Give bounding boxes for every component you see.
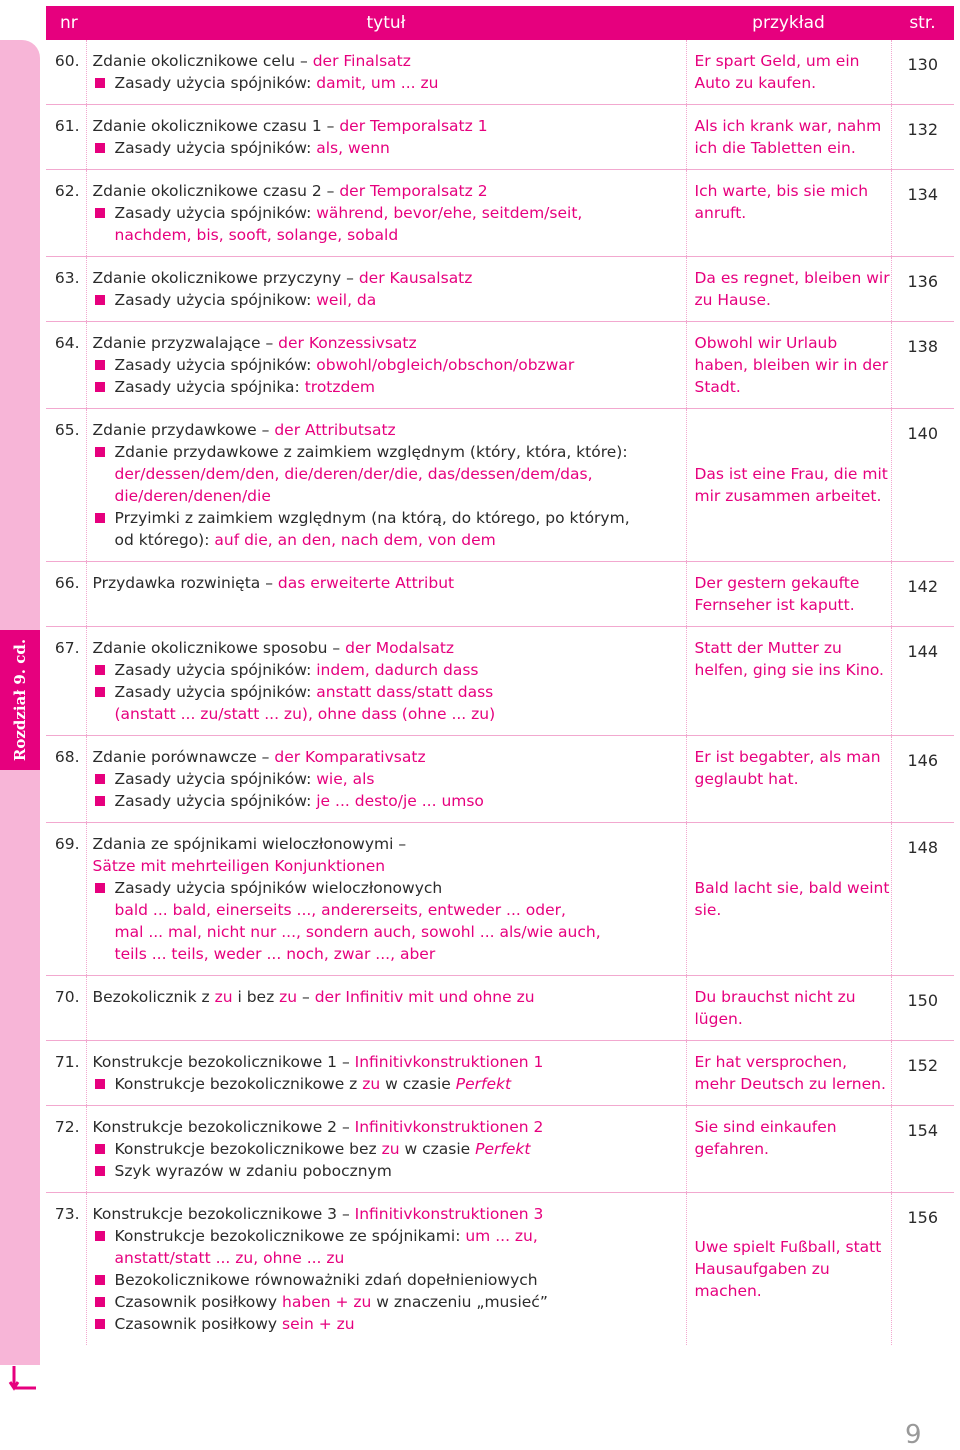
table-row <box>46 409 954 562</box>
row-page: 142 <box>891 562 954 627</box>
row-number: 65. <box>46 409 86 562</box>
row-title: Zdanie przyzwalające – der Konzessivsatz Zasady użycia spójników: obwohl/obgleich/obschon/obzwar Zasady użycia spójnika: trotzdem <box>86 322 686 409</box>
row-title: Konstrukcje bezokolicznikowe 1 – Infinitivkonstruktionen 1 Konstrukcje bezokolicznikowe z zu w czasie Perfekt <box>86 1041 686 1106</box>
row-number: 62. <box>46 170 86 257</box>
row-example: Obwohl wir Urlaub haben, bleiben wir in der Stadt. <box>686 322 891 409</box>
table-row <box>46 823 954 976</box>
table-row <box>46 1041 954 1106</box>
row-page: 150 <box>891 976 954 1041</box>
row-title: Konstrukcje bezokolicznikowe 2 – Infinitivkonstruktionen 2 Konstrukcje bezokolicznikowe bez zu w czasie Perfekt Szyk wyrazów w zdaniu pobocznym <box>86 1106 686 1193</box>
row-number: 64. <box>46 322 86 409</box>
row-title: Bezokolicznik z zu i bez zu – der Infinitiv mit und ohne zu <box>86 976 686 1041</box>
row-number: 68. <box>46 736 86 823</box>
row-page: 152 <box>891 1041 954 1106</box>
row-example: Er hat versprochen, mehr Deutsch zu lernen. <box>686 1041 891 1106</box>
row-number: 70. <box>46 976 86 1041</box>
row-number: 72. <box>46 1106 86 1193</box>
table-row <box>46 105 954 170</box>
chapter-label: Rozdział 9. cd. <box>11 638 29 762</box>
table-row <box>46 170 954 257</box>
table-row <box>46 976 954 1041</box>
row-number: 67. <box>46 627 86 736</box>
row-number: 63. <box>46 257 86 322</box>
arrow-down-icon <box>8 1364 38 1394</box>
row-title: Zdanie okolicznikowe czasu 1 – der Temporalsatz 1 Zasady użycia spójników: als, wenn <box>86 105 686 170</box>
row-page: 130 <box>891 40 954 105</box>
row-page: 138 <box>891 322 954 409</box>
row-title: Zdanie okolicznikowe czasu 2 – der Temporalsatz 2 Zasady użycia spójników: während, bevor/ehe, seitdem/seit, nachdem, bis, sooft, solange, sobald <box>86 170 686 257</box>
header-example: przykład <box>686 6 891 40</box>
row-page: 144 <box>891 627 954 736</box>
row-example: Er ist begabter, als man geglaubt hat. <box>686 736 891 823</box>
row-title: Przydawka rozwinięta – das erweiterte Attribut <box>86 562 686 627</box>
row-example: Da es regnet, bleiben wir zu Hause. <box>686 257 891 322</box>
table-row <box>46 40 954 105</box>
table-of-contents <box>46 6 954 1345</box>
row-page: 134 <box>891 170 954 257</box>
row-title: Zdanie okolicznikowe sposobu – der Modalsatz Zasady użycia spójników: indem, dadurch dass Zasady użycia spójników: anstatt dass/statt dass (anstatt ... zu/statt ... zu), ohne dass (ohne ... zu) <box>86 627 686 736</box>
table-row <box>46 257 954 322</box>
row-page: 156 <box>891 1193 954 1346</box>
table-row <box>46 627 954 736</box>
row-number: 61. <box>46 105 86 170</box>
row-page: 136 <box>891 257 954 322</box>
row-page: 148 <box>891 823 954 976</box>
row-example: Der gestern gekaufte Fernseher ist kaputt. <box>686 562 891 627</box>
row-page: 154 <box>891 1106 954 1193</box>
row-title: Zdania ze spójnikami wieloczłonowymi – Sätze mit mehrteiligen Konjunktionen Zasady użycia spójników wieloczłonowych bald ... bald, einerseits ..., andererseits, entweder ... oder, mal ... mal, nicht nur ..., sondern auch, sowohl ... als/wie auch, teils ... teils, weder ... noch, zwar ..., aber <box>86 823 686 976</box>
row-example: Als ich krank war, nahm ich die Tabletten ein. <box>686 105 891 170</box>
table-row <box>46 1106 954 1193</box>
row-page: 146 <box>891 736 954 823</box>
header-nr: nr <box>46 6 86 40</box>
page-number: 9 <box>905 1420 922 1450</box>
row-example: Das ist eine Frau, die mit mir zusammen arbeitet. <box>686 409 891 562</box>
header-row <box>46 6 954 40</box>
row-example: Bald lacht sie, bald weint sie. <box>686 823 891 976</box>
row-example: Statt der Mutter zu helfen, ging sie ins Kino. <box>686 627 891 736</box>
row-title: Zdanie porównawcze – der Komparativsatz Zasady użycia spójników: wie, als Zasady użycia spójników: je ... desto/je ... umso <box>86 736 686 823</box>
row-page: 140 <box>891 409 954 562</box>
row-number: 66. <box>46 562 86 627</box>
row-number: 73. <box>54 1205 80 1223</box>
table-row <box>46 562 954 627</box>
row-title: Konstrukcje bezokolicznikowe 3 – Infinitivkonstruktionen 3 Konstrukcje bezokolicznikowe ze spójnikami: um ... zu, anstatt/statt ... zu, ohne ... zu Bezokolicznikowe równoważniki zdań dopełnieniowych Czasownik posiłkowy haben + zu w znaczeniu „musieć” Czasownik posiłkowy sein + zu <box>86 1193 686 1346</box>
row-number: 60. <box>46 40 86 105</box>
row-example: Er spart Geld, um ein Auto zu kaufen. <box>686 40 891 105</box>
header-page: str. <box>891 6 954 40</box>
row-number: 69. <box>46 823 86 976</box>
table-row <box>46 1193 954 1346</box>
header-title: tytuł <box>86 6 686 40</box>
row-number: 71. <box>46 1041 86 1106</box>
table-row <box>46 736 954 823</box>
row-example: Du brauchst nicht zu lügen. <box>686 976 891 1041</box>
row-title: Zdanie okolicznikowe przyczyny – der Kausalsatz Zasady użycia spójnikow: weil, da <box>86 257 686 322</box>
row-example: Ich warte, bis sie mich anruft. <box>686 170 891 257</box>
table-row <box>46 322 954 409</box>
row-page: 132 <box>891 105 954 170</box>
row-title: Zdanie okolicznikowe celu – der Finalsatz Zasady użycia spójników: damit, um ... zu <box>86 40 686 105</box>
row-title: Zdanie przydawkowe – der Attributsatz Zdanie przydawkowe z zaimkiem względnym (który, która, które): der/dessen/dem/den, die/deren/der/die, das/dessen/dem/das, die/deren/denen/die Przyimki z zaimkiem względnym (na którą, do którego, po którym, od którego): auf die, an den, nach dem, von dem <box>86 409 686 562</box>
row-example: Uwe spielt Fußball, statt Hausaufgaben zu machen. <box>686 1193 891 1346</box>
row-example: Sie sind einkaufen gefahren. <box>686 1106 891 1193</box>
